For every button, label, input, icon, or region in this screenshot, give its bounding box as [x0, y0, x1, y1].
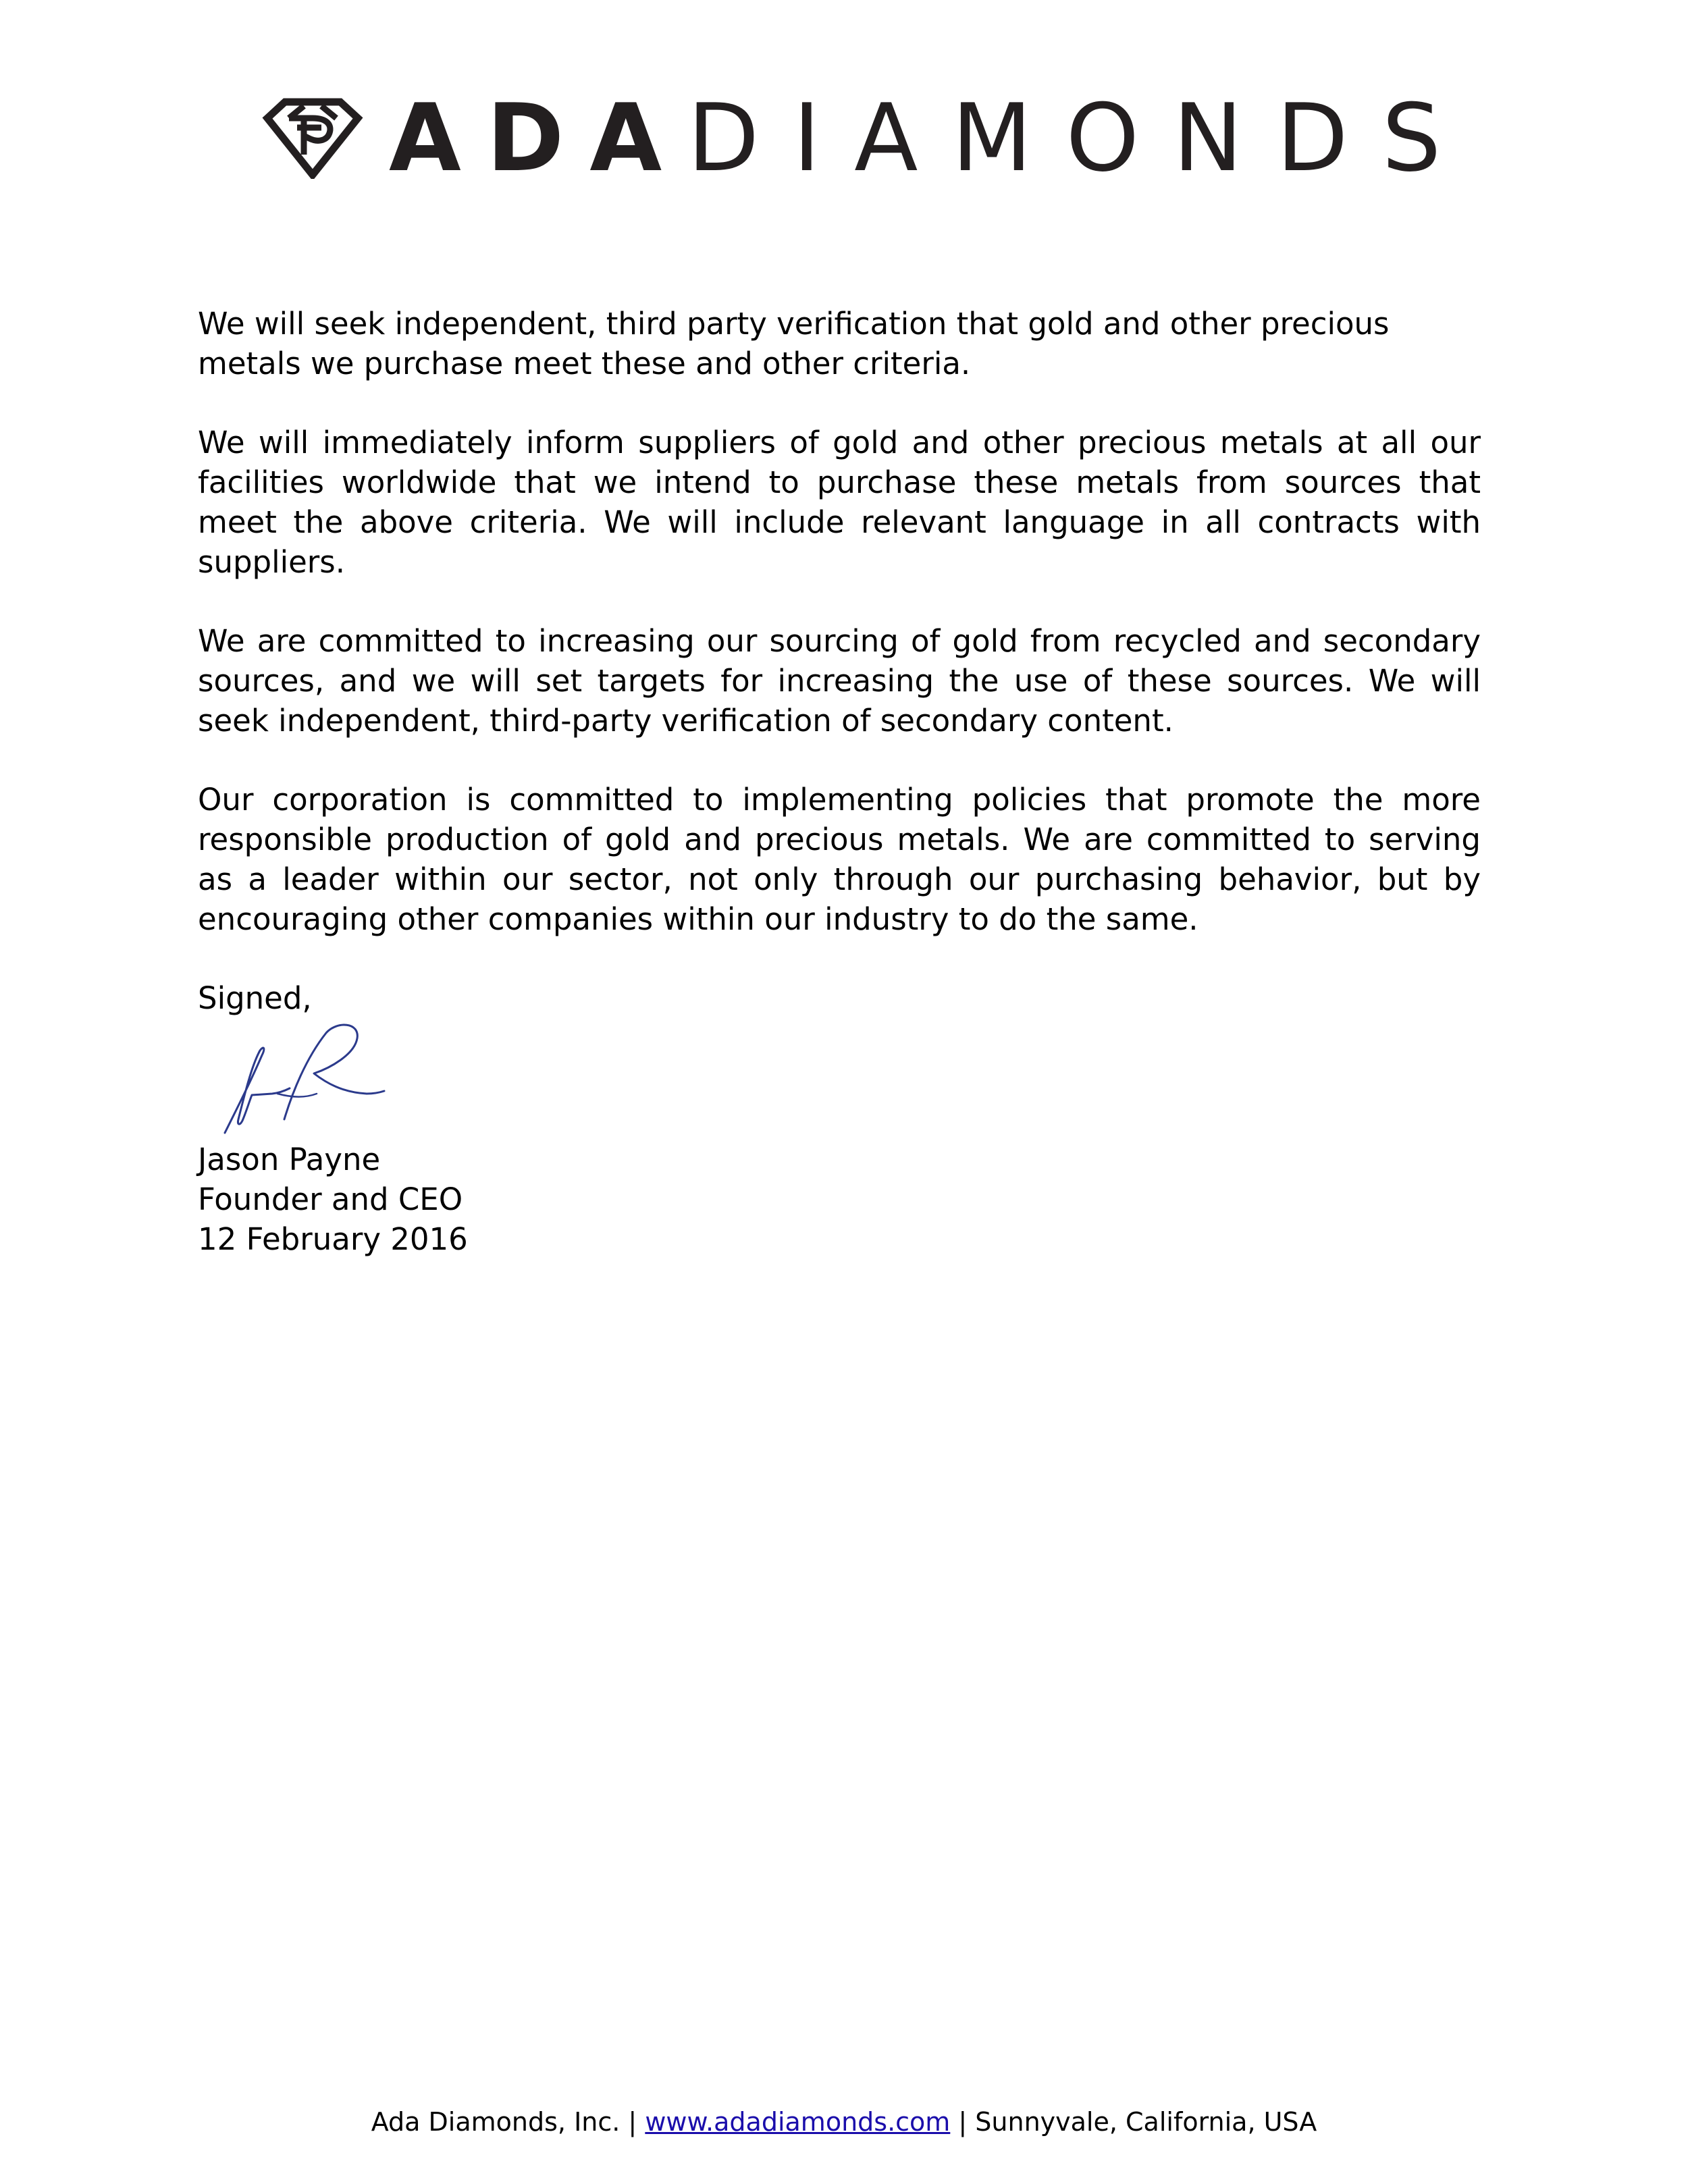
paragraph-recycled-sourcing: We are committed to increasing our sourcing of gold from recycled and secondary sources, and we will set targets for increasing the use of these sources. We will seek independent, third-party verification of secondary content.: [198, 623, 1481, 739]
footer-location: | Sunnyvale, California, USA: [958, 2107, 1317, 2137]
diamond-logo-icon: [262, 98, 363, 179]
logo-wordmark: [389, 84, 1475, 192]
logo-wordmark-bold: ADA: [389, 84, 688, 192]
signed-label: Signed,: [198, 980, 312, 1016]
handwritten-signature: [198, 1018, 400, 1140]
signatory-name: Jason Payne: [198, 1142, 381, 1177]
page-footer: [0, 2105, 1688, 2139]
footer-company: Ada Diamonds, Inc. |: [371, 2107, 637, 2137]
paragraph-verification: We will seek independent, third party verification that gold and other precious metals we purchase meet these and other criteria.: [198, 306, 1390, 381]
footer-website-link[interactable]: www.adadiamonds.com: [645, 2107, 951, 2137]
paragraph-corporate-commitment: Our corporation is committed to implementing policies that promote the more responsible production of gold and precious metals. We are committed to serving as a leader within our sector, not only through our purchasing behavior, but by encouraging other companies within our industry to do the same.: [198, 782, 1481, 937]
company-logo: [262, 84, 1475, 192]
paragraph-suppliers: We will immediately inform suppliers of gold and other precious metals at all our facilities worldwide that we intend to purchase these metals from sources that meet the above criteria. We will include relevant language in all contracts with suppliers.: [198, 425, 1481, 580]
logo-wordmark-light: DIAMONDS: [687, 84, 1475, 192]
letter-date: 12 February 2016: [198, 1221, 468, 1257]
letter-body: [198, 304, 1481, 1259]
signatory-title: Founder and CEO: [198, 1181, 463, 1217]
